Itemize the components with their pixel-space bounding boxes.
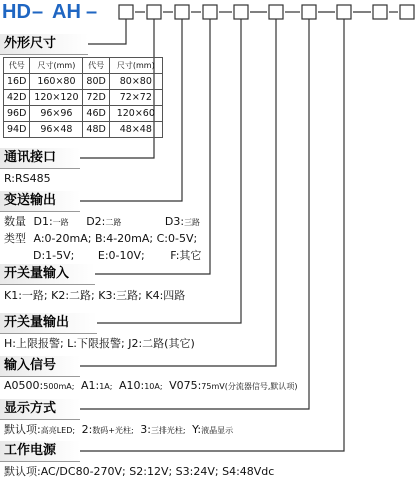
section-title-display: 显示方式 [0, 399, 80, 420]
table-header: 尺寸(mm) [30, 58, 83, 74]
code-box-6 [269, 5, 283, 19]
code-box-3 [175, 5, 189, 19]
table-row [4, 74, 163, 90]
table-cell: 120×60 [109, 106, 162, 122]
code-box-4 [203, 5, 217, 19]
type-label: 类型 [4, 232, 26, 245]
table-header: 代号 [4, 58, 30, 74]
d2-code: D2: [86, 215, 106, 228]
qty-label: 数量 [4, 215, 26, 228]
type-d: D:1-5V; [33, 249, 75, 262]
table-row [4, 90, 163, 106]
table-cell: 160×80 [30, 74, 83, 90]
table-cell: 80D [83, 74, 109, 90]
section-title-power: 工作电源 [0, 441, 80, 462]
model-prefix: HD [2, 1, 31, 23]
d1-code: D1: [33, 215, 53, 228]
model-name: AH [52, 1, 81, 23]
table-row [4, 106, 163, 122]
table-row [4, 122, 163, 138]
input-a1-desc: 1A; [99, 382, 113, 391]
table-cell: 72D [83, 90, 109, 106]
display-opt2-code: 2: [81, 423, 93, 436]
display-default-label: 默认项: [4, 423, 41, 436]
input-a1-code: A1: [80, 379, 100, 392]
header-dash: – [32, 1, 44, 23]
code-box-5 [234, 5, 248, 19]
display-opt2-desc: 数码+光柱; [92, 426, 134, 435]
section-title-size: 外形尺寸 [0, 34, 88, 55]
table-cell: 46D [83, 106, 109, 122]
display-opty-code: Y: [192, 423, 202, 436]
code-box-9 [373, 5, 387, 19]
section-title-input: 输入信号 [0, 356, 80, 377]
table-header-row [4, 58, 163, 74]
table-cell: 120×120 [30, 90, 83, 106]
table-header: 代号 [83, 58, 109, 74]
display-line [4, 423, 233, 438]
code-box-2 [147, 5, 161, 19]
d3-desc: 三路 [184, 218, 201, 227]
d3-code: D3: [164, 215, 185, 228]
section-title-switch-input: 开关量输入 [0, 264, 95, 285]
input-a10-code: A10: [118, 379, 145, 392]
section-title-transmit: 变送输出 [0, 191, 80, 212]
table-cell: 96×96 [30, 106, 83, 122]
switch-output-line: H:上限报警; L:下限报警; J2:二路(其它) [4, 337, 195, 350]
input-v075-code: V075: [169, 379, 202, 392]
section-title-comm: 通讯接口 [0, 148, 80, 169]
power-line: 默认项:AC/DC80-270V; S2:12V; S3:24V; S4:48Vdc [4, 465, 275, 478]
table-header: 尺寸(mm) [109, 58, 162, 74]
section-title-switch-output: 开关量输出 [0, 313, 97, 334]
display-opt3-code: 3: [140, 423, 151, 436]
input-a10-desc: 10A; [144, 382, 163, 391]
code-box-8 [337, 5, 351, 19]
code-box-10 [400, 5, 414, 19]
input-a0500-code: A0500: [4, 379, 44, 392]
header-dash: – [86, 1, 98, 23]
input-line [4, 379, 298, 394]
d2-desc: 二路 [105, 218, 122, 227]
table-cell: 42D [4, 90, 30, 106]
table-cell: 48D [83, 122, 109, 138]
table-cell: 72×72 [109, 90, 162, 106]
table-cell: 80×80 [109, 74, 162, 90]
size-table [3, 57, 163, 138]
table-cell: 96D [4, 106, 30, 122]
input-a0500-desc: 500mA; [43, 382, 75, 391]
transmit-type-row-2 [33, 249, 201, 263]
type-f: F:其它 [170, 249, 202, 262]
transmit-type-row [4, 232, 197, 246]
display-opty-desc: 液晶显示 [201, 426, 234, 435]
table-cell: 96×48 [30, 122, 83, 138]
types-line-1: A:0-20mA; B:4-20mA; C:0-5V; [33, 232, 198, 245]
transmit-qty-row [4, 215, 200, 230]
code-box-1 [119, 5, 133, 19]
table-cell: 94D [4, 122, 30, 138]
display-default-value: 高亮LED; [40, 426, 76, 435]
table-cell: 48×48 [109, 122, 162, 138]
display-opt3-desc: 三排光柱; [150, 426, 186, 435]
code-box-7 [302, 5, 316, 19]
comm-line: R:RS485 [4, 172, 51, 185]
switch-input-line: K1:一路; K2:二路; K3:三路; K4:四路 [4, 289, 186, 302]
type-e: E:0-10V; [97, 249, 145, 262]
d1-desc: 一路 [52, 218, 69, 227]
input-v075-desc: 75mV(分流器信号,默认项) [201, 382, 298, 391]
table-cell: 16D [4, 74, 30, 90]
